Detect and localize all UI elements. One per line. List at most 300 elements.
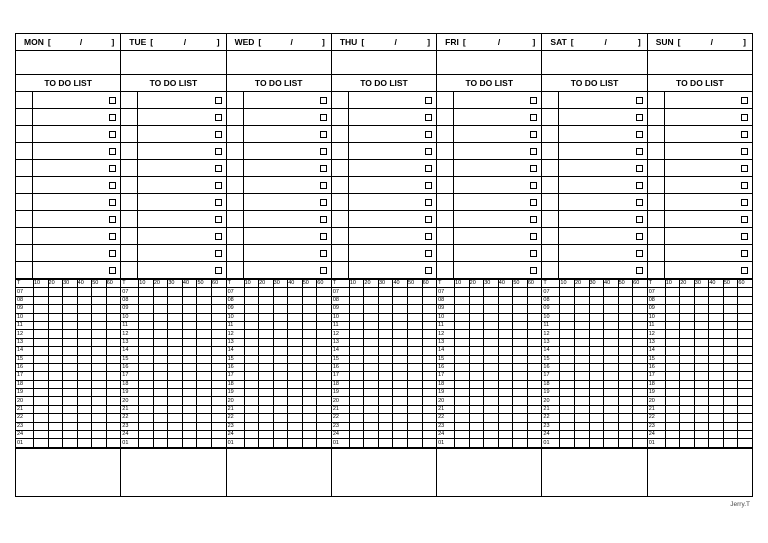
time-slot-cell[interactable]	[498, 380, 513, 388]
time-slot-cell[interactable]	[455, 296, 470, 304]
time-slot-cell[interactable]	[589, 296, 604, 304]
time-slot-cell[interactable]	[48, 422, 63, 430]
todo-checkbox[interactable]	[636, 165, 643, 172]
time-slot-cell[interactable]	[273, 355, 288, 363]
todo-checkbox[interactable]	[425, 182, 432, 189]
time-slot-cell[interactable]	[212, 397, 227, 405]
time-slot-cell[interactable]	[723, 389, 738, 397]
time-slot-cell[interactable]	[723, 372, 738, 380]
time-slot-cell[interactable]	[618, 355, 633, 363]
time-slot-cell[interactable]	[273, 288, 288, 296]
time-slot-cell[interactable]	[139, 321, 154, 329]
time-slot-cell[interactable]	[469, 296, 484, 304]
todo-text-line[interactable]	[349, 194, 436, 210]
time-slot-cell[interactable]	[408, 321, 423, 329]
time-slot-cell[interactable]	[302, 405, 317, 413]
time-slot-cell[interactable]	[63, 405, 78, 413]
todo-text-line[interactable]	[349, 177, 436, 193]
time-slot-cell[interactable]	[694, 431, 709, 439]
time-slot-cell[interactable]	[273, 321, 288, 329]
time-slot-cell[interactable]	[153, 321, 168, 329]
time-slot-cell[interactable]	[139, 422, 154, 430]
time-slot-cell[interactable]	[498, 389, 513, 397]
time-slot-cell[interactable]	[618, 321, 633, 329]
time-slot-cell[interactable]	[513, 397, 528, 405]
time-slot-cell[interactable]	[48, 321, 63, 329]
time-slot-cell[interactable]	[302, 321, 317, 329]
time-slot-cell[interactable]	[259, 372, 274, 380]
time-slot-cell[interactable]	[197, 439, 212, 447]
todo-checkbox[interactable]	[741, 199, 748, 206]
time-slot-cell[interactable]	[302, 296, 317, 304]
time-slot-cell[interactable]	[633, 347, 648, 355]
time-slot-cell[interactable]	[527, 296, 542, 304]
time-slot-cell[interactable]	[168, 313, 183, 321]
time-slot-cell[interactable]	[317, 389, 332, 397]
time-slot-cell[interactable]	[212, 380, 227, 388]
day-note-box[interactable]	[16, 51, 120, 75]
time-slot-cell[interactable]	[182, 372, 197, 380]
todo-text-line[interactable]	[349, 262, 436, 278]
time-slot-cell[interactable]	[484, 313, 499, 321]
time-slot-cell[interactable]	[408, 431, 423, 439]
time-slot-cell[interactable]	[455, 321, 470, 329]
todo-checkbox[interactable]	[425, 199, 432, 206]
time-slot-cell[interactable]	[288, 397, 303, 405]
time-slot-cell[interactable]	[484, 305, 499, 313]
time-slot-cell[interactable]	[288, 330, 303, 338]
time-slot-cell[interactable]	[259, 431, 274, 439]
time-slot-cell[interactable]	[139, 397, 154, 405]
time-slot-cell[interactable]	[560, 313, 575, 321]
time-slot-cell[interactable]	[106, 288, 121, 296]
time-slot-cell[interactable]	[455, 389, 470, 397]
time-slot-cell[interactable]	[498, 313, 513, 321]
todo-checkbox[interactable]	[109, 148, 116, 155]
todo-checkbox[interactable]	[215, 97, 222, 104]
time-slot-cell[interactable]	[455, 397, 470, 405]
time-slot-cell[interactable]	[48, 296, 63, 304]
todo-checkbox[interactable]	[109, 165, 116, 172]
time-slot-cell[interactable]	[694, 405, 709, 413]
time-slot-cell[interactable]	[498, 414, 513, 422]
time-slot-cell[interactable]	[604, 389, 619, 397]
time-slot-cell[interactable]	[455, 372, 470, 380]
time-slot-cell[interactable]	[498, 405, 513, 413]
todo-checkbox[interactable]	[425, 131, 432, 138]
time-slot-cell[interactable]	[723, 305, 738, 313]
todo-checkbox[interactable]	[109, 216, 116, 223]
time-slot-cell[interactable]	[317, 439, 332, 447]
todo-text-line[interactable]	[33, 194, 120, 210]
todo-checkbox[interactable]	[530, 250, 537, 257]
todo-checkbox[interactable]	[320, 131, 327, 138]
time-slot-cell[interactable]	[182, 330, 197, 338]
time-slot-cell[interactable]	[182, 380, 197, 388]
todo-checkbox[interactable]	[215, 114, 222, 121]
time-slot-cell[interactable]	[604, 305, 619, 313]
todo-text-line[interactable]	[33, 126, 120, 142]
time-slot-cell[interactable]	[604, 439, 619, 447]
time-slot-cell[interactable]	[560, 405, 575, 413]
time-slot-cell[interactable]	[244, 431, 259, 439]
todo-text-line[interactable]	[244, 92, 331, 108]
todo-text-line[interactable]	[138, 109, 225, 125]
time-slot-cell[interactable]	[106, 347, 121, 355]
todo-text-line[interactable]	[138, 92, 225, 108]
time-slot-cell[interactable]	[153, 372, 168, 380]
time-slot-cell[interactable]	[469, 330, 484, 338]
time-slot-cell[interactable]	[349, 389, 364, 397]
time-slot-cell[interactable]	[589, 380, 604, 388]
todo-text-line[interactable]	[244, 160, 331, 176]
time-slot-cell[interactable]	[709, 389, 724, 397]
time-slot-cell[interactable]	[589, 305, 604, 313]
time-slot-cell[interactable]	[484, 372, 499, 380]
todo-checkbox[interactable]	[741, 233, 748, 240]
time-slot-cell[interactable]	[665, 380, 680, 388]
todo-text-line[interactable]	[33, 109, 120, 125]
time-slot-cell[interactable]	[709, 338, 724, 346]
time-slot-cell[interactable]	[422, 397, 437, 405]
time-slot-cell[interactable]	[244, 439, 259, 447]
time-slot-cell[interactable]	[63, 389, 78, 397]
time-slot-cell[interactable]	[665, 397, 680, 405]
time-slot-cell[interactable]	[317, 422, 332, 430]
time-slot-cell[interactable]	[484, 347, 499, 355]
todo-checkbox[interactable]	[320, 216, 327, 223]
time-slot-cell[interactable]	[393, 313, 408, 321]
time-slot-cell[interactable]	[197, 347, 212, 355]
time-slot-cell[interactable]	[197, 422, 212, 430]
time-slot-cell[interactable]	[694, 355, 709, 363]
time-slot-cell[interactable]	[77, 321, 92, 329]
todo-checkbox[interactable]	[320, 114, 327, 121]
time-slot-cell[interactable]	[212, 405, 227, 413]
time-slot-cell[interactable]	[527, 380, 542, 388]
time-slot-cell[interactable]	[680, 414, 695, 422]
time-slot-cell[interactable]	[738, 380, 753, 388]
todo-checkbox[interactable]	[636, 182, 643, 189]
time-slot-cell[interactable]	[63, 355, 78, 363]
time-slot-cell[interactable]	[709, 414, 724, 422]
time-slot-cell[interactable]	[393, 330, 408, 338]
time-slot-cell[interactable]	[665, 313, 680, 321]
todo-checkbox[interactable]	[530, 216, 537, 223]
time-slot-cell[interactable]	[723, 296, 738, 304]
time-slot-cell[interactable]	[34, 431, 49, 439]
time-slot-cell[interactable]	[259, 439, 274, 447]
time-slot-cell[interactable]	[48, 380, 63, 388]
todo-text-line[interactable]	[559, 262, 646, 278]
time-slot-cell[interactable]	[574, 422, 589, 430]
time-slot-cell[interactable]	[168, 305, 183, 313]
time-slot-cell[interactable]	[665, 422, 680, 430]
time-slot-cell[interactable]	[349, 321, 364, 329]
time-slot-cell[interactable]	[589, 414, 604, 422]
time-slot-cell[interactable]	[589, 389, 604, 397]
todo-checkbox[interactable]	[636, 97, 643, 104]
time-slot-cell[interactable]	[455, 347, 470, 355]
time-slot-cell[interactable]	[302, 380, 317, 388]
time-slot-cell[interactable]	[378, 389, 393, 397]
time-slot-cell[interactable]	[723, 313, 738, 321]
time-slot-cell[interactable]	[244, 372, 259, 380]
time-slot-cell[interactable]	[259, 355, 274, 363]
time-slot-cell[interactable]	[273, 405, 288, 413]
time-slot-cell[interactable]	[665, 389, 680, 397]
todo-text-line[interactable]	[244, 109, 331, 125]
time-slot-cell[interactable]	[378, 431, 393, 439]
time-slot-cell[interactable]	[302, 397, 317, 405]
time-slot-cell[interactable]	[182, 321, 197, 329]
time-slot-cell[interactable]	[349, 414, 364, 422]
time-slot-cell[interactable]	[106, 414, 121, 422]
time-slot-cell[interactable]	[364, 389, 379, 397]
time-slot-cell[interactable]	[106, 321, 121, 329]
time-slot-cell[interactable]	[408, 414, 423, 422]
time-slot-cell[interactable]	[77, 439, 92, 447]
time-slot-cell[interactable]	[288, 305, 303, 313]
todo-text-line[interactable]	[349, 143, 436, 159]
time-slot-cell[interactable]	[139, 363, 154, 371]
time-slot-cell[interactable]	[63, 347, 78, 355]
time-slot-cell[interactable]	[618, 305, 633, 313]
time-slot-cell[interactable]	[139, 431, 154, 439]
time-slot-cell[interactable]	[513, 355, 528, 363]
time-slot-cell[interactable]	[484, 363, 499, 371]
time-slot-cell[interactable]	[574, 380, 589, 388]
time-slot-cell[interactable]	[349, 405, 364, 413]
time-slot-cell[interactable]	[378, 338, 393, 346]
time-slot-cell[interactable]	[182, 405, 197, 413]
time-slot-cell[interactable]	[393, 321, 408, 329]
time-slot-cell[interactable]	[317, 313, 332, 321]
time-slot-cell[interactable]	[244, 296, 259, 304]
time-slot-cell[interactable]	[244, 405, 259, 413]
time-slot-cell[interactable]	[349, 305, 364, 313]
time-slot-cell[interactable]	[498, 355, 513, 363]
time-slot-cell[interactable]	[34, 380, 49, 388]
time-slot-cell[interactable]	[106, 439, 121, 447]
time-slot-cell[interactable]	[139, 372, 154, 380]
time-slot-cell[interactable]	[665, 363, 680, 371]
time-slot-cell[interactable]	[197, 363, 212, 371]
time-slot-cell[interactable]	[48, 405, 63, 413]
time-slot-cell[interactable]	[574, 288, 589, 296]
time-slot-cell[interactable]	[709, 347, 724, 355]
todo-text-line[interactable]	[244, 262, 331, 278]
time-slot-cell[interactable]	[665, 288, 680, 296]
time-slot-cell[interactable]	[106, 313, 121, 321]
time-slot-cell[interactable]	[34, 363, 49, 371]
todo-checkbox[interactable]	[215, 216, 222, 223]
todo-checkbox[interactable]	[530, 148, 537, 155]
time-slot-cell[interactable]	[92, 338, 107, 346]
time-slot-cell[interactable]	[589, 405, 604, 413]
time-slot-cell[interactable]	[680, 305, 695, 313]
time-slot-cell[interactable]	[259, 414, 274, 422]
time-slot-cell[interactable]	[408, 380, 423, 388]
todo-checkbox[interactable]	[215, 165, 222, 172]
time-slot-cell[interactable]	[317, 363, 332, 371]
time-slot-cell[interactable]	[182, 439, 197, 447]
time-slot-cell[interactable]	[469, 431, 484, 439]
time-slot-cell[interactable]	[738, 355, 753, 363]
todo-checkbox[interactable]	[425, 97, 432, 104]
time-slot-cell[interactable]	[723, 422, 738, 430]
time-slot-cell[interactable]	[633, 321, 648, 329]
time-slot-cell[interactable]	[422, 372, 437, 380]
time-slot-cell[interactable]	[197, 355, 212, 363]
time-slot-cell[interactable]	[393, 288, 408, 296]
time-slot-cell[interactable]	[498, 338, 513, 346]
todo-checkbox[interactable]	[530, 199, 537, 206]
time-slot-cell[interactable]	[618, 338, 633, 346]
time-slot-cell[interactable]	[259, 397, 274, 405]
time-slot-cell[interactable]	[349, 380, 364, 388]
time-slot-cell[interactable]	[574, 439, 589, 447]
time-slot-cell[interactable]	[48, 414, 63, 422]
time-slot-cell[interactable]	[34, 313, 49, 321]
time-slot-cell[interactable]	[92, 355, 107, 363]
time-slot-cell[interactable]	[168, 380, 183, 388]
todo-text-line[interactable]	[244, 228, 331, 244]
time-slot-cell[interactable]	[77, 431, 92, 439]
time-slot-cell[interactable]	[139, 313, 154, 321]
time-slot-cell[interactable]	[484, 389, 499, 397]
time-slot-cell[interactable]	[34, 305, 49, 313]
time-slot-cell[interactable]	[168, 439, 183, 447]
time-slot-cell[interactable]	[393, 397, 408, 405]
todo-text-line[interactable]	[559, 194, 646, 210]
time-slot-cell[interactable]	[513, 389, 528, 397]
time-slot-cell[interactable]	[212, 439, 227, 447]
time-slot-cell[interactable]	[723, 397, 738, 405]
todo-text-line[interactable]	[349, 228, 436, 244]
todo-text-line[interactable]	[665, 109, 752, 125]
time-slot-cell[interactable]	[197, 372, 212, 380]
time-slot-cell[interactable]	[680, 363, 695, 371]
todo-checkbox[interactable]	[425, 233, 432, 240]
time-slot-cell[interactable]	[77, 363, 92, 371]
todo-checkbox[interactable]	[320, 148, 327, 155]
time-slot-cell[interactable]	[378, 321, 393, 329]
todo-text-line[interactable]	[665, 92, 752, 108]
time-slot-cell[interactable]	[560, 347, 575, 355]
time-slot-cell[interactable]	[259, 296, 274, 304]
time-slot-cell[interactable]	[469, 321, 484, 329]
time-slot-cell[interactable]	[153, 405, 168, 413]
time-slot-cell[interactable]	[317, 296, 332, 304]
time-slot-cell[interactable]	[604, 397, 619, 405]
time-slot-cell[interactable]	[560, 355, 575, 363]
time-slot-cell[interactable]	[168, 422, 183, 430]
time-slot-cell[interactable]	[168, 355, 183, 363]
time-slot-cell[interactable]	[709, 313, 724, 321]
time-slot-cell[interactable]	[633, 330, 648, 338]
todo-checkbox[interactable]	[215, 131, 222, 138]
time-slot-cell[interactable]	[349, 338, 364, 346]
time-slot-cell[interactable]	[259, 305, 274, 313]
todo-checkbox[interactable]	[215, 199, 222, 206]
time-slot-cell[interactable]	[34, 338, 49, 346]
time-slot-cell[interactable]	[455, 363, 470, 371]
time-slot-cell[interactable]	[665, 347, 680, 355]
time-slot-cell[interactable]	[182, 288, 197, 296]
todo-text-line[interactable]	[665, 245, 752, 261]
time-slot-cell[interactable]	[455, 431, 470, 439]
time-slot-cell[interactable]	[364, 305, 379, 313]
time-slot-cell[interactable]	[723, 338, 738, 346]
time-slot-cell[interactable]	[168, 363, 183, 371]
todo-text-line[interactable]	[244, 245, 331, 261]
todo-text-line[interactable]	[349, 109, 436, 125]
time-slot-cell[interactable]	[527, 372, 542, 380]
time-slot-cell[interactable]	[604, 347, 619, 355]
time-slot-cell[interactable]	[574, 305, 589, 313]
time-slot-cell[interactable]	[604, 321, 619, 329]
time-slot-cell[interactable]	[498, 321, 513, 329]
time-slot-cell[interactable]	[680, 405, 695, 413]
time-slot-cell[interactable]	[92, 288, 107, 296]
todo-checkbox[interactable]	[530, 114, 537, 121]
time-slot-cell[interactable]	[408, 347, 423, 355]
time-slot-cell[interactable]	[709, 363, 724, 371]
todo-checkbox[interactable]	[741, 182, 748, 189]
time-slot-cell[interactable]	[527, 321, 542, 329]
time-slot-cell[interactable]	[618, 288, 633, 296]
time-slot-cell[interactable]	[738, 288, 753, 296]
time-slot-cell[interactable]	[527, 389, 542, 397]
time-slot-cell[interactable]	[604, 422, 619, 430]
time-slot-cell[interactable]	[364, 313, 379, 321]
todo-checkbox[interactable]	[530, 233, 537, 240]
time-slot-cell[interactable]	[77, 422, 92, 430]
time-slot-cell[interactable]	[422, 355, 437, 363]
time-slot-cell[interactable]	[633, 414, 648, 422]
time-slot-cell[interactable]	[680, 397, 695, 405]
time-slot-cell[interactable]	[273, 439, 288, 447]
time-slot-cell[interactable]	[393, 338, 408, 346]
time-slot-cell[interactable]	[408, 355, 423, 363]
time-slot-cell[interactable]	[273, 397, 288, 405]
time-slot-cell[interactable]	[139, 439, 154, 447]
time-slot-cell[interactable]	[408, 330, 423, 338]
time-slot-cell[interactable]	[139, 305, 154, 313]
time-slot-cell[interactable]	[665, 405, 680, 413]
time-slot-cell[interactable]	[665, 414, 680, 422]
time-slot-cell[interactable]	[527, 330, 542, 338]
time-slot-cell[interactable]	[455, 313, 470, 321]
time-slot-cell[interactable]	[302, 363, 317, 371]
time-slot-cell[interactable]	[484, 355, 499, 363]
time-slot-cell[interactable]	[168, 397, 183, 405]
time-slot-cell[interactable]	[498, 431, 513, 439]
todo-checkbox[interactable]	[215, 182, 222, 189]
todo-text-line[interactable]	[559, 126, 646, 142]
time-slot-cell[interactable]	[197, 313, 212, 321]
todo-checkbox[interactable]	[425, 114, 432, 121]
time-slot-cell[interactable]	[738, 296, 753, 304]
time-slot-cell[interactable]	[168, 330, 183, 338]
time-slot-cell[interactable]	[694, 288, 709, 296]
time-slot-cell[interactable]	[378, 380, 393, 388]
time-slot-cell[interactable]	[63, 338, 78, 346]
time-slot-cell[interactable]	[364, 414, 379, 422]
time-slot-cell[interactable]	[560, 397, 575, 405]
time-slot-cell[interactable]	[709, 372, 724, 380]
